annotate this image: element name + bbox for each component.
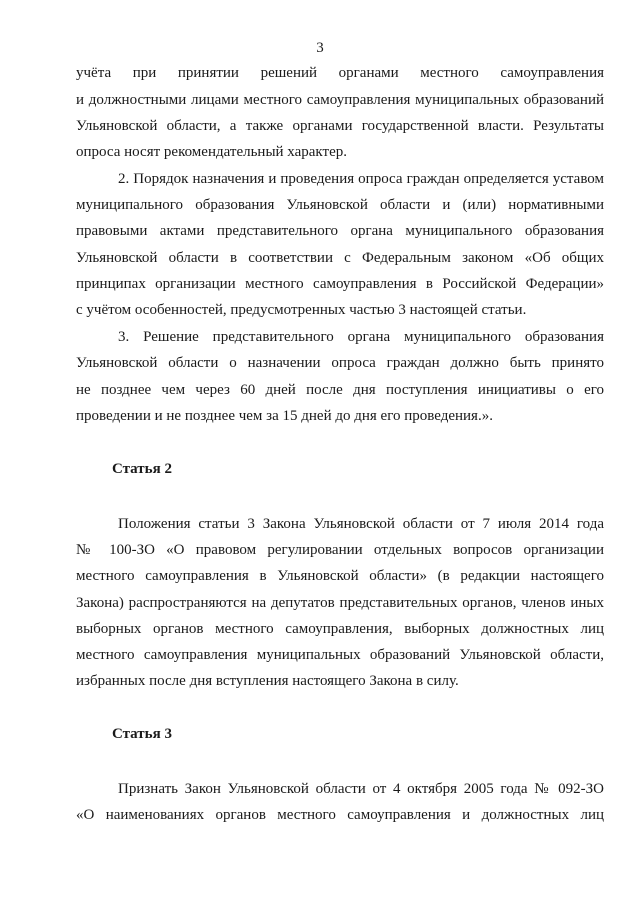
text-line: с учётом особенностей, предусмотренных частью 3 настоящей статьи. <box>76 302 527 318</box>
text-line: Ульяновской области о назначении опроса граждан должно быть принято <box>76 355 604 371</box>
text-line: Положения статьи 3 Закона Ульяновской области от 7 июля 2014 года <box>118 516 604 532</box>
text-line: 2. Порядок назначения и проведения опроса граждан определяется уставом <box>118 171 604 187</box>
text-line: № 100-ЗО «О правовом регулировании отдельных вопросов организации <box>76 542 604 558</box>
text-line: учёта при принятии решений органами местного самоуправления <box>76 65 604 81</box>
text-line: выборных органов местного самоуправления, выборных должностных лиц <box>76 621 604 637</box>
text-line: местного самоуправления муниципальных образований Ульяновской области, <box>76 647 604 663</box>
text-line: 3. Решение представительного органа муниципального образования <box>118 329 604 345</box>
article-heading: Статья 3 <box>112 726 172 742</box>
article-heading: Статья 2 <box>112 461 172 477</box>
text-line: Закона) распространяются на депутатов представительных органов, членов иных <box>76 595 604 611</box>
text-line: не позднее чем через 60 дней после дня поступления инициативы о его <box>76 382 604 398</box>
text-line: проведении и не позднее чем за 15 дней до дня его проведения.». <box>76 408 493 424</box>
text-line: и должностными лицами местного самоуправления муниципальных образований <box>76 92 604 108</box>
text-line: Ульяновской области, а также органами государственной власти. Результаты <box>76 118 604 134</box>
text-line: принципах организации местного самоуправления в Российской Федерации» <box>76 276 604 292</box>
text-line: избранных после дня вступления настоящего Закона в силу. <box>76 673 459 689</box>
text-line: Признать Закон Ульяновской области от 4 октября 2005 года № 092-ЗО <box>118 781 604 797</box>
text-line: опроса носят рекомендательный характер. <box>76 144 347 160</box>
page-number: 3 <box>316 40 324 56</box>
text-line: «О наименованиях органов местного самоуправления и должностных лиц <box>76 807 604 823</box>
text-line: муниципального образования Ульяновской области и (или) нормативными <box>76 197 604 213</box>
text-line: правовыми актами представительного органа муниципального образования <box>76 223 604 239</box>
text-line: местного самоуправления в Ульяновской области» (в редакции настоящего <box>76 568 604 584</box>
text-line: Ульяновской области в соответствии с Федеральным законом «Об общих <box>76 250 604 266</box>
